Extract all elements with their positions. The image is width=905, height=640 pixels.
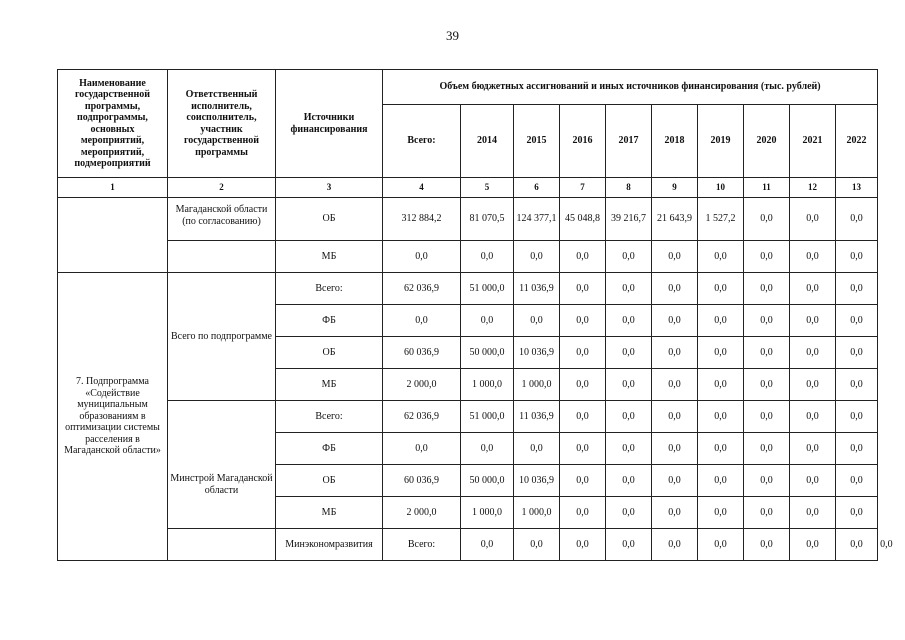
value-cell: 0,0 <box>698 369 744 401</box>
value-cell: 0,0 <box>606 305 652 337</box>
value-cell: 124 377,1 <box>514 198 560 241</box>
column-number: 4 <box>383 178 461 198</box>
source-cell: ФБ <box>276 433 383 465</box>
column-number: 11 <box>744 178 790 198</box>
value-cell: 10 036,9 <box>514 337 560 369</box>
value-cell: 1 000,0 <box>514 369 560 401</box>
value-cell: 60 036,9 <box>383 337 461 369</box>
value-cell: 0,0 <box>652 369 698 401</box>
value-cell: 1 000,0 <box>461 497 514 529</box>
column-number: 3 <box>276 178 383 198</box>
value-cell: 1 000,0 <box>461 369 514 401</box>
column-number: 2 <box>168 178 276 198</box>
value-cell: 0,0 <box>744 198 790 241</box>
value-cell: 0,0 <box>836 465 878 497</box>
value-cell: 62 036,9 <box>383 401 461 433</box>
program-name-cell: 7. Подпрограмма «Содействие муниципальным образованиям в оптимизации системы расселения в Магаданской области» <box>58 273 168 561</box>
value-cell: 0,0 <box>514 433 560 465</box>
value-cell: 0,0 <box>606 433 652 465</box>
budget-table <box>57 69 893 561</box>
value-cell: 45 048,8 <box>560 198 606 241</box>
column-number: 1 <box>58 178 168 198</box>
value-cell: 0,0 <box>744 401 790 433</box>
value-cell: 0,0 <box>698 273 744 305</box>
source-cell: ОБ <box>276 465 383 497</box>
column-number: 9 <box>652 178 698 198</box>
value-cell: 0,0 <box>461 241 514 273</box>
header-year: 2014 <box>461 105 514 178</box>
value-cell: 0,0 <box>514 241 560 273</box>
value-cell: 2 000,0 <box>383 369 461 401</box>
value-cell: 0,0 <box>698 529 744 561</box>
value-cell: 0,0 <box>606 241 652 273</box>
value-cell: 62 036,9 <box>383 273 461 305</box>
value-cell: 81 070,5 <box>461 198 514 241</box>
value-cell: 11 036,9 <box>514 401 560 433</box>
header-total: Всего: <box>383 105 461 178</box>
value-cell: 0,0 <box>790 241 836 273</box>
value-cell: 0,0 <box>606 497 652 529</box>
value-cell: 0,0 <box>744 497 790 529</box>
value-cell: 0,0 <box>461 305 514 337</box>
source-cell: ФБ <box>276 305 383 337</box>
column-number: 6 <box>514 178 560 198</box>
value-cell: 0,0 <box>606 529 652 561</box>
value-cell: 0,0 <box>790 529 836 561</box>
column-number: 7 <box>560 178 606 198</box>
column-number: 5 <box>461 178 514 198</box>
header-name: Наименование государственной программы, подпрограммы, основных мероприятий, мероприятий, подмероприятий <box>58 70 168 178</box>
executor-cell: Магаданской области (по согласованию) <box>168 198 276 241</box>
value-cell: 0,0 <box>461 433 514 465</box>
page-number: 39 <box>446 28 459 43</box>
value-cell: 0,0 <box>790 465 836 497</box>
column-number: 12 <box>790 178 836 198</box>
value-cell: 51 000,0 <box>461 273 514 305</box>
header-year: 2017 <box>606 105 652 178</box>
value-cell: 0,0 <box>790 198 836 241</box>
value-cell: 0,0 <box>698 465 744 497</box>
value-cell: 0,0 <box>652 433 698 465</box>
source-cell: ОБ <box>276 198 383 241</box>
value-cell: 0,0 <box>790 401 836 433</box>
value-cell: 1 527,2 <box>698 198 744 241</box>
value-cell: 0,0 <box>652 401 698 433</box>
value-cell: 0,0 <box>652 241 698 273</box>
value-cell: 0,0 <box>514 305 560 337</box>
value-cell: 2 000,0 <box>383 497 461 529</box>
table-row <box>58 401 878 433</box>
source-cell: Всего: <box>383 529 461 561</box>
table-row: Минэкономразвития Всего: 0,0 0,0 0,0 0,0 0,0 0,0 0,0 0,0 0,0 0,0 <box>58 529 878 561</box>
column-number: 8 <box>606 178 652 198</box>
value-cell: 0,0 <box>383 305 461 337</box>
source-cell: МБ <box>276 497 383 529</box>
value-cell: 21 643,9 <box>652 198 698 241</box>
value-cell: 1 000,0 <box>514 497 560 529</box>
program-name-cell <box>58 198 168 273</box>
value-cell: 11 036,9 <box>514 273 560 305</box>
executor-cell: Всего по подпрограмме <box>168 273 276 401</box>
value-cell: 0,0 <box>560 305 606 337</box>
executor-cell: Минэкономразвития <box>276 529 383 561</box>
header-year: 2020 <box>744 105 790 178</box>
value-cell: 0,0 <box>652 465 698 497</box>
source-cell: МБ <box>276 369 383 401</box>
value-cell: 0,0 <box>836 369 878 401</box>
value-cell: 0,0 <box>836 433 878 465</box>
value-cell: 0,0 <box>836 401 878 433</box>
source-cell: ОБ <box>276 337 383 369</box>
table-row <box>58 198 878 241</box>
value-cell: 0,0 <box>698 337 744 369</box>
executor-cell: Минстрой Магаданской области <box>168 401 276 529</box>
value-cell: 0,0 <box>790 337 836 369</box>
value-cell: 0,0 <box>652 497 698 529</box>
value-cell: 0,0 <box>744 305 790 337</box>
value-cell: 0,0 <box>652 337 698 369</box>
value-cell: 0,0 <box>744 337 790 369</box>
value-cell: 0,0 <box>744 369 790 401</box>
value-cell: 0,0 <box>744 241 790 273</box>
value-cell: 0,0 <box>514 529 560 561</box>
value-cell: 0,0 <box>652 529 698 561</box>
value-cell: 0,0 <box>560 337 606 369</box>
value-cell: 0,0 <box>606 401 652 433</box>
value-cell: 0,0 <box>383 433 461 465</box>
value-cell: 0,0 <box>790 497 836 529</box>
header-executor: Ответственный исполнитель, соисполнитель, участник государственной программы <box>168 70 276 178</box>
value-cell: 0,0 <box>836 273 878 305</box>
value-cell: 0,0 <box>461 529 514 561</box>
value-cell: 0,0 <box>836 337 878 369</box>
header-year: 2018 <box>652 105 698 178</box>
value-cell: 10 036,9 <box>514 465 560 497</box>
value-cell: 50 000,0 <box>461 337 514 369</box>
header-sources: Источники финансирования <box>276 70 383 178</box>
value-cell: 0,0 <box>606 369 652 401</box>
value-cell: 0,0 <box>744 465 790 497</box>
value-cell: 0,0 <box>790 433 836 465</box>
header-year: 2015 <box>514 105 560 178</box>
value-cell: 0,0 <box>560 529 606 561</box>
value-cell: 0,0 <box>560 401 606 433</box>
value-cell: 0,0 <box>698 401 744 433</box>
value-cell: 0,0 <box>560 433 606 465</box>
table-row <box>58 241 878 273</box>
source-cell: Всего: <box>276 273 383 305</box>
value-cell: 0,0 <box>790 273 836 305</box>
source-cell: МБ <box>276 241 383 273</box>
source-cell: Всего: <box>276 401 383 433</box>
value-cell: 0,0 <box>606 465 652 497</box>
value-cell: 60 036,9 <box>383 465 461 497</box>
value-cell: 0,0 <box>606 273 652 305</box>
header-year: 2021 <box>790 105 836 178</box>
executor-cell <box>168 241 276 273</box>
column-number: 13 <box>836 178 878 198</box>
value-cell: 0,0 <box>790 369 836 401</box>
header-volume: Объем бюджетных ассигнований и иных источников финансирования (тыс. рублей) <box>383 70 878 105</box>
header-year: 2019 <box>698 105 744 178</box>
value-cell: 312 884,2 <box>383 198 461 241</box>
value-cell: 0,0 <box>744 273 790 305</box>
value-cell: 0,0 <box>698 305 744 337</box>
value-cell: 0,0 <box>698 433 744 465</box>
value-cell: 0,0 <box>836 198 878 241</box>
value-cell: 0,0 <box>606 337 652 369</box>
value-cell: 0,0 <box>383 241 461 273</box>
value-cell: 0,0 <box>560 241 606 273</box>
column-number: 10 <box>698 178 744 198</box>
header-year: 2022 <box>836 105 878 178</box>
value-cell: 51 000,0 <box>461 401 514 433</box>
table-row <box>58 273 878 305</box>
program-name-cell <box>168 529 276 561</box>
value-cell: 0,0 <box>652 273 698 305</box>
value-cell: 0,0 <box>744 433 790 465</box>
value-cell: 0,0 <box>652 305 698 337</box>
value-cell: 0,0 <box>560 369 606 401</box>
value-cell: 0,0 <box>698 241 744 273</box>
value-cell: 0,0 <box>560 497 606 529</box>
value-cell: 0,0 <box>836 305 878 337</box>
value-cell: 0,0 <box>744 529 790 561</box>
header-year: 2016 <box>560 105 606 178</box>
value-cell: 39 216,7 <box>606 198 652 241</box>
value-cell: 50 000,0 <box>461 465 514 497</box>
value-cell: 0,0 <box>836 241 878 273</box>
value-cell: 0,0 <box>560 465 606 497</box>
value-cell: 0,0 <box>790 305 836 337</box>
value-cell: 0,0 <box>836 497 878 529</box>
table-body <box>58 198 893 561</box>
value-cell: 0,0 <box>560 273 606 305</box>
value-cell: 0,0 <box>698 497 744 529</box>
value-cell: 0,0 <box>836 529 878 561</box>
